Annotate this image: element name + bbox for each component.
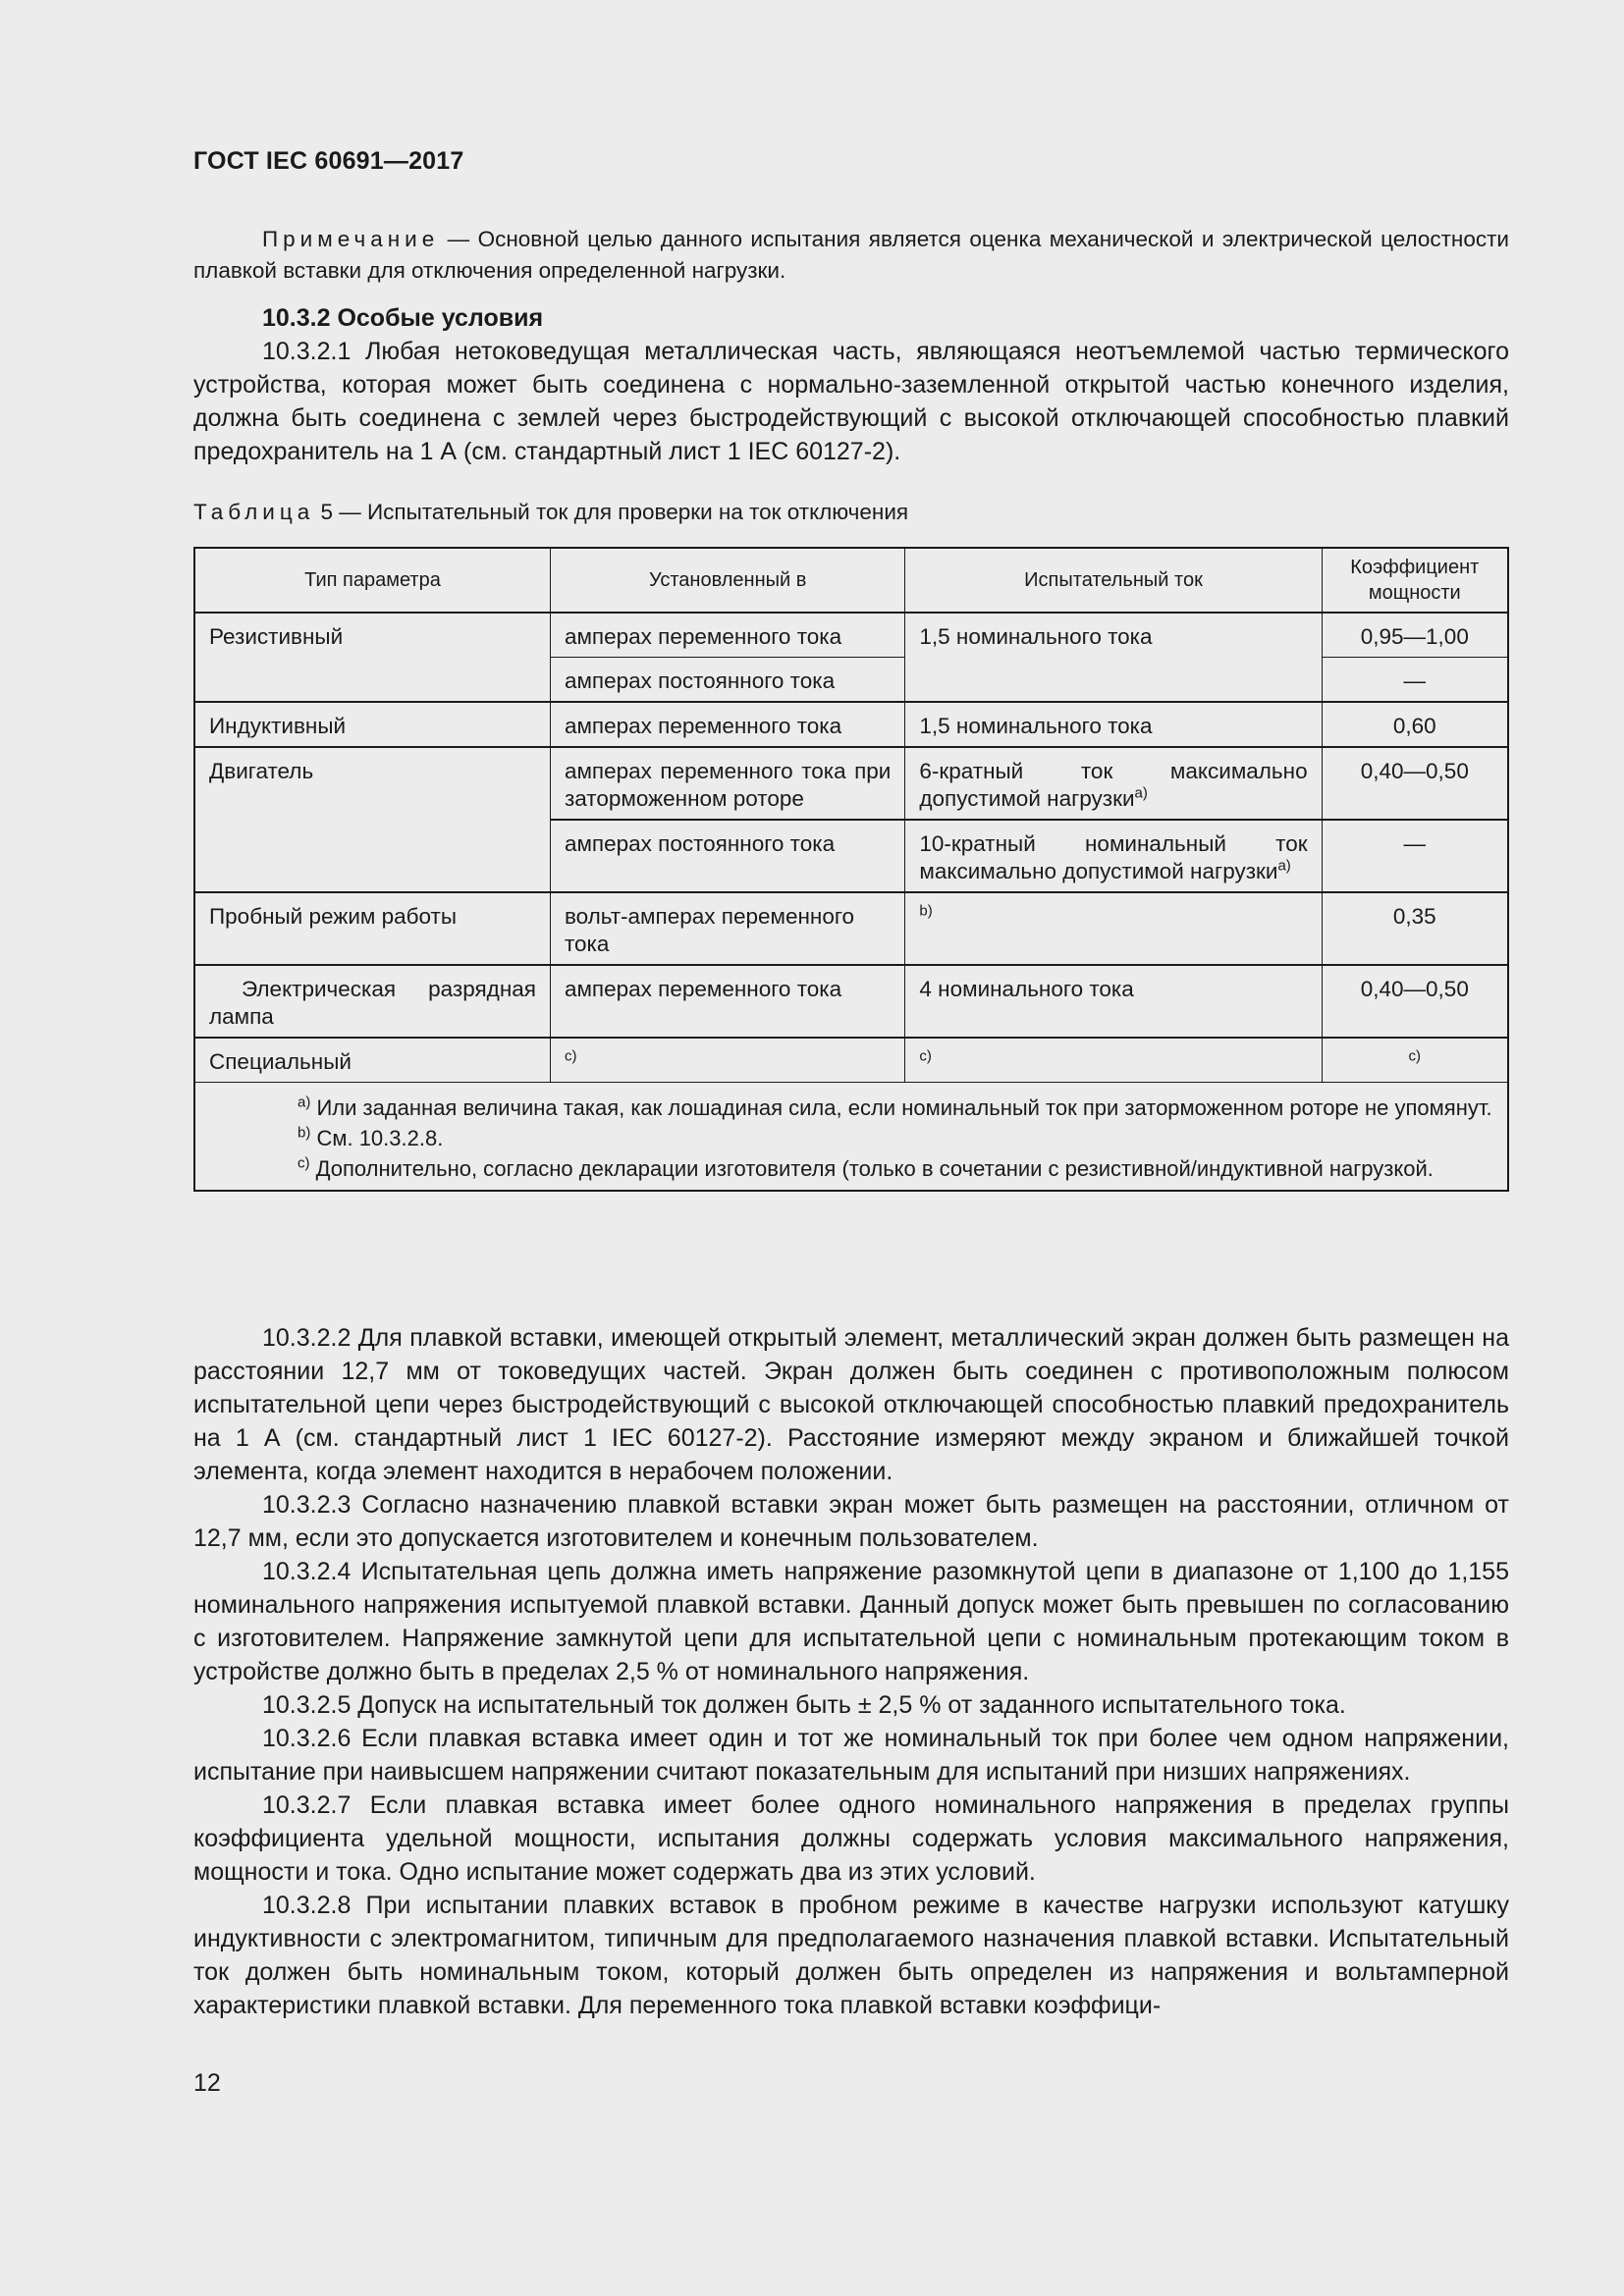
cell-unit [550,1038,904,1083]
cell-power-factor: 0,40—0,50 [1322,747,1508,820]
paragraph-10-3-2-3: 10.3.2.3 Согласно назначению плавкой вставки экран может быть размещен на расстоянии, отличном от 12,7 мм, если это допускается изготовителем и конечным пользователем. [193,1491,1509,1552]
table-caption [193,497,908,528]
section-heading: 10.3.2 Особые условия [262,304,544,332]
cell-current: 1,5 номинального тока [905,702,1322,747]
footnote-b-mark: b) [298,1124,311,1142]
paragraph-10-3-2-8: 10.3.2.8 При испытании плавких вставок в пробном режиме в качестве нагрузки используют катушку индуктивности с электромагнитом, типичным для предполагаемого назначения плавкой вставки. Испытательный ток должен быть номинальным током, который должен быть определен из напряжения и вольтамперной характеристики плавкой вставки. Для переменного тока плавкой вставки коэффици- [193,1892,1509,2019]
cell-power-factor: — [1322,820,1508,892]
cell-type-lamp [194,965,550,1038]
footnote-mark-c: c) [564,1047,577,1065]
header-test-current: Испытательный ток [905,548,1322,613]
cell-type-trial: Пробный режим работы [194,892,550,965]
cell-current [905,892,1322,965]
footnote-a [209,1093,1493,1123]
paragraph-10-3-2-7: 10.3.2.7 Если плавкая вставка имеет более одного номинального напряжения в пределах группы коэффициента удельной мощности, испытания должны содержать условия максимального напряжения, мощности и тока. Одно испытание может содержать два из этих условий. [193,1791,1509,1886]
note-paragraph [193,224,1509,287]
footnote-b [209,1123,1493,1153]
footnote-b-text: См. 10.3.2.8. [310,1126,444,1150]
cell-power-factor: 0,95—1,00 [1322,613,1508,658]
cell-type-resistive: Резистивный [194,613,550,702]
footnote-c-text: Дополнительно, согласно декларации изготовителя (только в сочетании с резистивной/индуктивной нагрузкой. [309,1156,1434,1181]
cell-type-special: Специальный [194,1038,550,1083]
table-caption-label: Таблица [193,500,315,524]
footnote-mark-b: b) [919,902,933,920]
table-row [194,892,1508,965]
footnote-a-mark: a) [298,1094,311,1111]
note-text: — Основной целью данного испытания является оценка механической и электрической целостности плавкой вставки для отключения определенной нагрузки. [193,227,1509,283]
table-footnotes [194,1083,1508,1192]
cell-current: 4 номинального тока [905,965,1322,1038]
cell-power-factor: 0,40—0,50 [1322,965,1508,1038]
section-body [193,1321,1509,2022]
cell-current: 1,5 номинального тока [905,613,1322,702]
cell-unit: амперах постоянного тока [550,820,904,892]
paragraph-10-3-2-6: 10.3.2.6 Если плавкая вставка имеет один и тот же номинальный ток при более чем одном напряжении, испытание при наивысшем напряжении считают показательным для испытаний при низших напряжениях. [193,1725,1509,1786]
paragraph-10-3-2-5: 10.3.2.5 Допуск на испытательный ток должен быть ± 2,5 % от заданного испытательного тока. [262,1691,1346,1719]
cell-power-factor: 0,60 [1322,702,1508,747]
document-header: ГОСТ IEC 60691—2017 [193,147,464,175]
page-number: 12 [193,2069,221,2097]
footnote-c [209,1153,1493,1184]
table-row [194,747,1508,820]
header-set-in: Установленный в [550,548,904,613]
cell-power-factor: 0,35 [1322,892,1508,965]
cell-power-factor: — [1322,658,1508,703]
table-caption-text: 5 — Испытательный ток для проверки на ток отключения [314,500,909,524]
table-row [194,702,1508,747]
paragraph-10-3-2-4: 10.3.2.4 Испытательная цепь должна иметь напряжение разомкнутой цепи в диапазоне от 1,100 до 1,155 номинального напряжения испытуемой плавкой вставки. Данный допуск может быть превышен по согласованию с изготовителем. Напряжение замкнутой цепи для испытательной цепи с номинальным протекающим током в устройстве должно быть в пределах 2,5 % от номинального напряжения. [193,1558,1509,1685]
cell-unit: амперах переменного тока при заторможенном роторе [550,747,904,820]
table-header-row [194,548,1508,613]
cell-unit: амперах переменного тока [550,613,904,658]
header-power-factor: Коэффициент мощности [1322,548,1508,613]
cell-unit: амперах постоянного тока [550,658,904,703]
cell-current-text: 10-кратный номинальный ток максимально допустимой нагрузки [919,831,1308,883]
footnote-c-mark: c) [298,1154,310,1172]
table-row [194,613,1508,658]
footnote-a-text: Или заданная величина такая, как лошадиная сила, если номинальный ток при заторможенном роторе не упомянут. [310,1095,1492,1120]
cell-current [905,1038,1322,1083]
cell-current-text: 6-кратный ток максимально допустимой нагрузки [919,759,1308,811]
paragraph-10-3-2-1: 10.3.2.1 Любая нетоковедущая металлическая часть, являющаяся неотъемлемой частью термического устройства, которая может быть соединена с нормально-заземленной открытой частью конечного изделия, должна быть соединена с землей через быстродействующий с высокой отключающей способностью плавкий предохранитель на 1 А (см. стандартный лист 1 IEC 60127-2). [193,338,1509,465]
cell-type-motor: Двигатель [194,747,550,892]
note-label: Примечание [262,227,440,251]
cell-type-inductive: Индуктивный [194,702,550,747]
cell-unit: вольт-амперах переменного тока [550,892,904,965]
cell-power-factor [1322,1038,1508,1083]
test-current-table [193,547,1509,1192]
cell-unit: амперах переменного тока [550,965,904,1038]
footnote-mark-a: a) [1134,784,1148,802]
table-footnotes-row [194,1083,1508,1192]
header-parameter-type: Тип параметра [194,548,550,613]
cell-current [905,820,1322,892]
paragraph-10-3-2-2: 10.3.2.2 Для плавкой вставки, имеющей открытый элемент, металлический экран должен быть размещен на расстоянии 12,7 мм от токоведущих частей. Экран должен быть соединен с противоположным полюсом испытательной цепи через быстродействующий с высокой отключающей способностью плавкий предохранитель на 1 А (см. стандартный лист 1 IEC 60127-2). Расстояние измеряют между экраном и ближайшей точкой элемента, когда элемент находится в нерабочем положении. [193,1324,1509,1485]
table-row [194,1038,1508,1083]
cell-type-lamp-text: Электрическая разрядная лампа [209,977,536,1029]
table-row [194,965,1508,1038]
cell-current [905,747,1322,820]
section-10-3-2 [193,301,1509,468]
footnote-mark-c: c) [919,1047,932,1065]
cell-unit: амперах переменного тока [550,702,904,747]
footnote-mark-a: a) [1277,857,1291,875]
footnote-mark-c: c) [1408,1047,1422,1065]
